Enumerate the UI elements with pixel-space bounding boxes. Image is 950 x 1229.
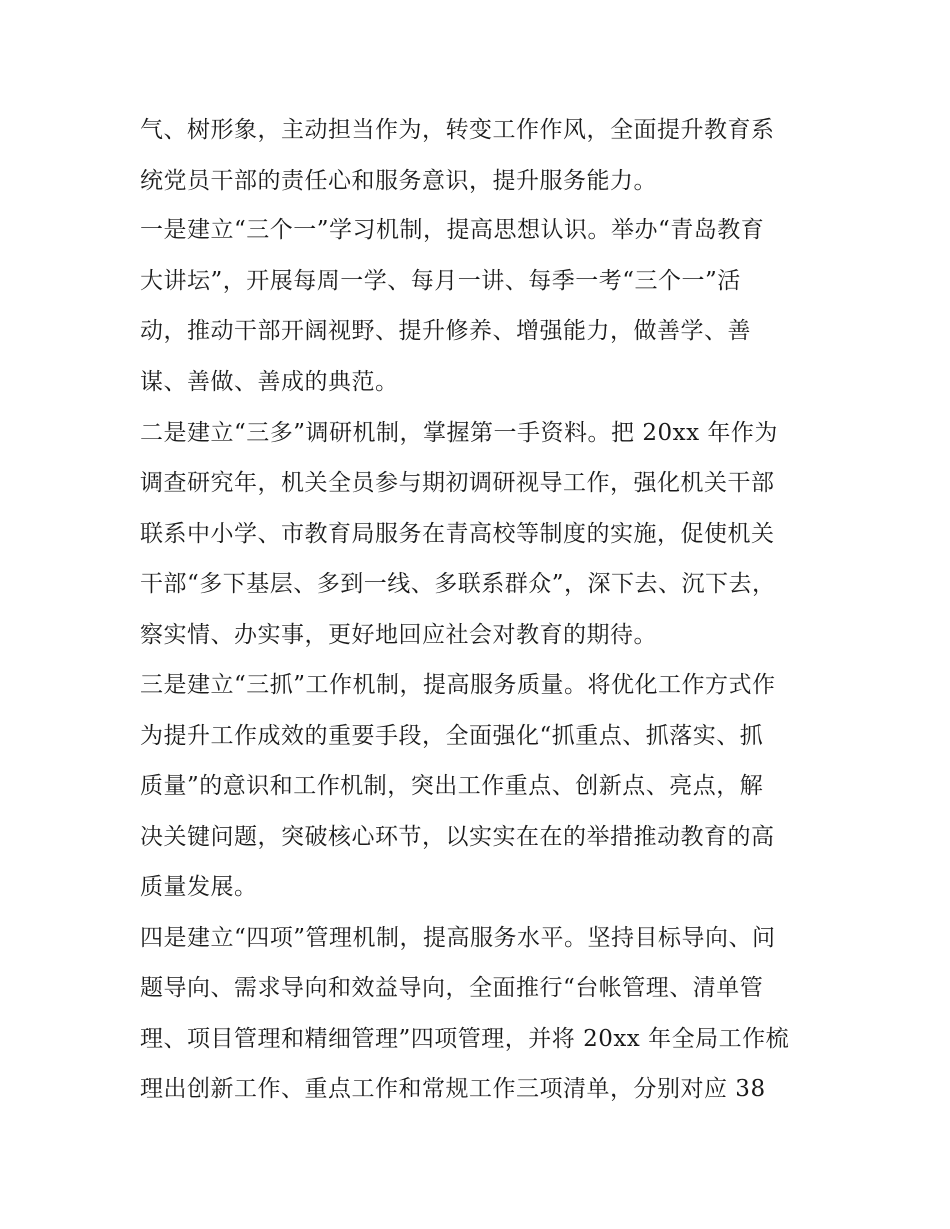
text-line: 三是建立“三抓”工作机制，提高服务质量。将优化工作方式作 [140,672,776,698]
text-line: 一是建立“三个一”学习机制，提高思想认识。举办“青岛教育 [140,217,765,243]
text-line: 理出创新工作、重点工作和常规工作三项清单，分别对应 38 [140,1076,766,1102]
text-line: 谋、善做、善成的典范。 [140,369,399,395]
text-line: 动，推动干部开阔视野、提升修养、增强能力，做善学、善 [140,318,751,344]
text-line: 干部“多下基层、多到一线、多联系群众”，深下去、沉下去， [140,571,776,597]
text-line: 四是建立“四项”管理机制，提高服务水平。坚持目标导向、问 [140,925,776,951]
text-line: 统党员干部的责任心和服务意识，提升服务能力。 [140,168,657,194]
text-line: 理、项目管理和精细管理”四项管理，并将 20xx 年全局工作梳 [140,1026,790,1052]
text-line: 联系中小学、市教育局服务在青高校等制度的实施，促使机关 [140,521,775,547]
text-line: 察实情、办实事，更好地回应社会对教育的期待。 [140,622,657,648]
text-line: 质量发展。 [140,874,258,900]
text-line: 决关键问题，突破核心环节，以实实在在的举措推动教育的高 [140,824,775,850]
text-line: 气、树形象，主动担当作为，转变工作作风，全面提升教育系 [140,117,775,143]
text-line: 二是建立“三多”调研机制，掌握第一手资料。把 20xx 年作为 [140,420,778,446]
text-line: 为提升工作成效的重要手段，全面强化“抓重点、抓落实、抓 [140,723,764,749]
text-line: 调查研究年，机关全员参与期初调研视导工作，强化机关干部 [140,470,775,496]
text-line: 质量”的意识和工作机制，突出工作重点、创新点、亮点，解 [140,773,764,799]
text-line: 题导向、需求导向和效益导向，全面推行“台帐管理、清单管 [140,975,764,1001]
text-line: 大讲坛”，开展每周一学、每月一讲、每季一考“三个一”活 [140,268,741,294]
